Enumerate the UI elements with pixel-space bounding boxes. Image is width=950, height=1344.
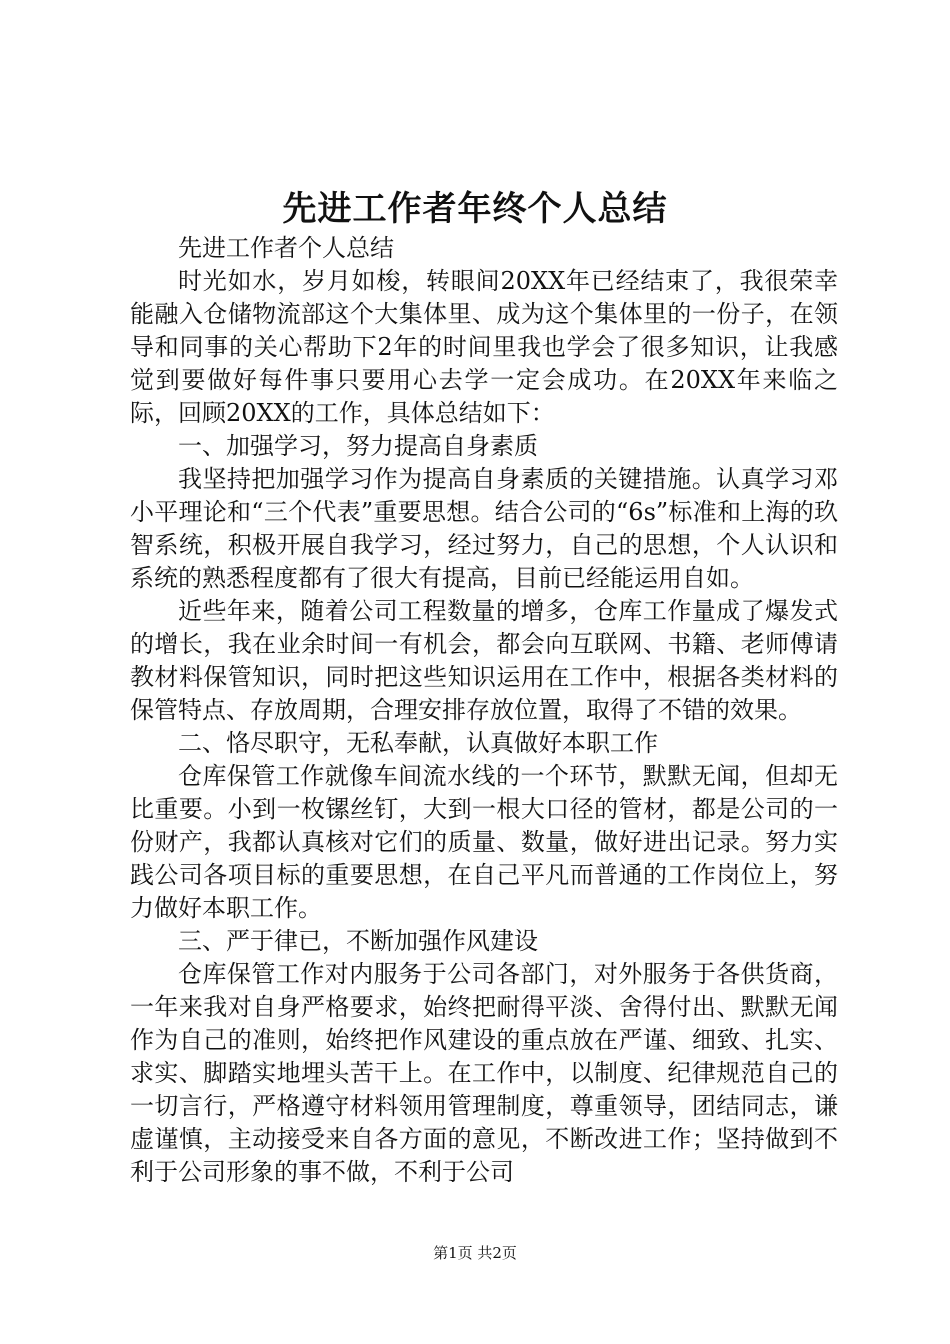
- paragraph-workload: 近些年来，随着公司工程数量的增多，仓库工作量成了爆发式的增长，我在业余时间一有机会，都会向互联网、书籍、老师傅请教材料保管知识，同时把这些知识运用在工作中，根据各类材料的保管特点、存放周期，合理安排存放位置，取得了不错的效果。: [130, 597, 838, 724]
- paragraph-discipline: 仓库保管工作对内服务于公司各部门，对外服务于各供货商，一年来我对自身严格要求，始终把耐得平淡、舍得付出、默默无闻作为自己的准则，始终把作风建设的重点放在严谨、细致、扎实、求实、脚踏实地埋头苦干上。在工作中，以制度、纪律规范自己的一切言行，严格遵守材料领用管理制度，尊重领导，团结同志，谦虚谨慎，主动接受来自各方面的意见，不断改进工作；坚持做到不利于公司形象的事不做，不利于公司: [130, 960, 838, 1186]
- section-heading-2: 二、恪尽职守，无私奉献，认真做好本职工作: [178, 729, 658, 757]
- paragraph-study: 我坚持把加强学习作为提高自身素质的关键措施。认真学习邓小平理论和“三个代表”重要思想。结合公司的“6s”标准和上海的玖智系统，积极开展自我学习，经过努力，自己的思想，个人认识和系统的熟悉程度都有了很大有提高，目前已经能运用自如。: [130, 465, 838, 592]
- section-heading-1: 一、加强学习，努力提高自身素质: [178, 432, 538, 460]
- document-body: [130, 232, 838, 1189]
- section-heading-3: 三、严于律已，不断加强作风建设: [178, 927, 538, 955]
- page-number-footer: 第1页 共2页: [433, 1244, 517, 1262]
- paragraph-duty: 仓库保管工作就像车间流水线的一个环节，默默无闻，但却无比重要。小到一枚镙丝钉，大到一根大口径的管材，都是公司的一份财产，我都认真核对它们的质量、数量，做好进出记录。努力实践公司各项目标的重要思想，在自己平凡而普通的工作岗位上，努力做好本职工作。: [130, 762, 838, 922]
- paragraph-intro: 时光如水，岁月如梭，转眼间20XX年已经结束了，我很荣幸能融入仓储物流部这个大集体里、成为这个集体里的一份子，在领导和同事的关心帮助下2年的时间里我也学会了很多知识，让我感觉到要做好每件事只要用心去学一定会成功。在20XX年来临之际，回顾20XX的工作，具体总结如下：: [130, 267, 838, 427]
- paragraph-subtitle: 先进工作者个人总结: [178, 234, 394, 262]
- document-title: 先进工作者年终个人总结: [282, 189, 668, 229]
